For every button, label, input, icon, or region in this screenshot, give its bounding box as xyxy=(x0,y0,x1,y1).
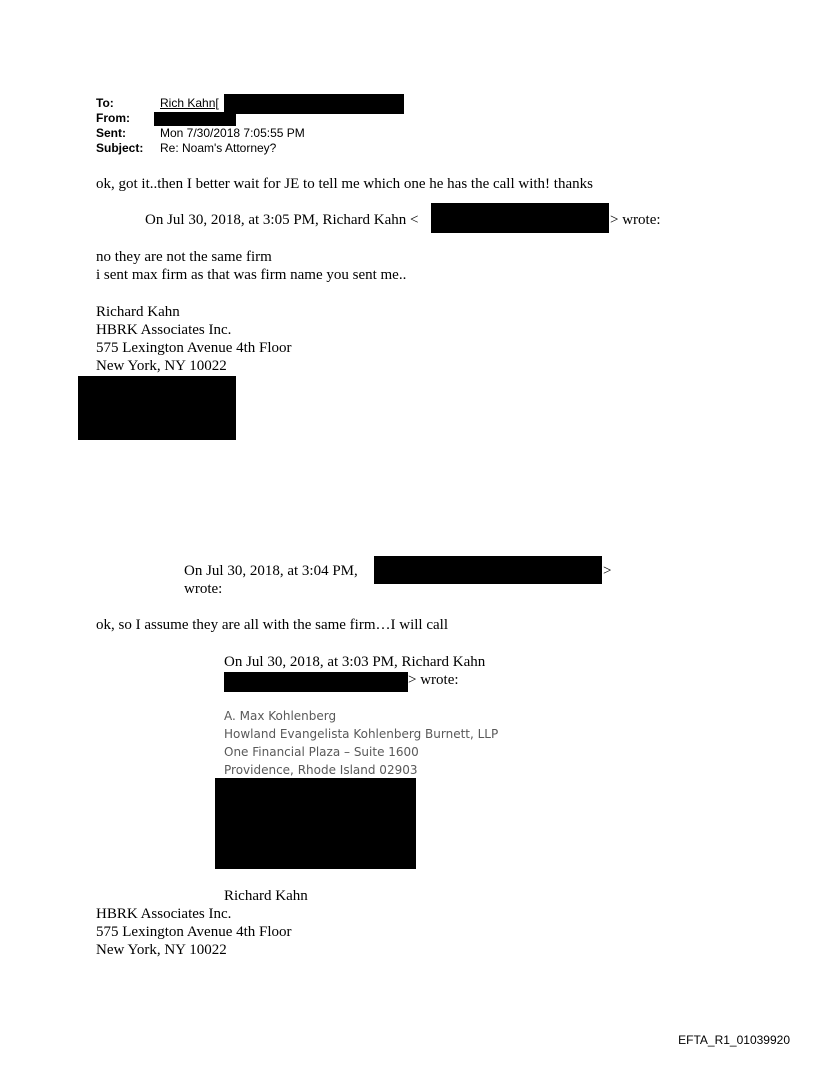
signature-1-line: HBRK Associates Inc. xyxy=(96,322,232,338)
message-text-2-line1: no they are not the same firm xyxy=(96,249,272,265)
redaction-quote3-email xyxy=(224,672,408,692)
signature-1-line: 575 Lexington Avenue 4th Floor xyxy=(96,340,292,356)
to-value: Rich Kahn[ xyxy=(160,96,219,110)
attorney-contact xyxy=(224,707,498,779)
redaction-to-email xyxy=(224,94,404,114)
attorney-line: Howland Evangelista Kohlenberg Burnett, LLP xyxy=(224,727,499,741)
quote-header-2-prefix: On Jul 30, 2018, at 3:04 PM, xyxy=(184,563,358,579)
redaction-quote2-sender xyxy=(374,556,602,584)
quote-header-3-line2-suffix: > wrote: xyxy=(408,672,459,688)
signature-2-line: New York, NY 10022 xyxy=(96,942,227,958)
sent-label: Sent: xyxy=(96,126,126,140)
signature-1 xyxy=(96,303,292,375)
signature-2 xyxy=(96,905,292,959)
signature-1-line: Richard Kahn xyxy=(96,304,180,320)
attorney-line: One Financial Plaza – Suite 1600 xyxy=(224,745,419,759)
redaction-quote1-email xyxy=(431,203,609,233)
quote-header-2-line2: wrote: xyxy=(184,581,223,597)
attorney-line: Providence, Rhode Island 02903 xyxy=(224,763,418,777)
redaction-from xyxy=(154,112,236,126)
quote-header-2-suffix: > xyxy=(603,563,612,579)
document-id: EFTA_R1_01039920 xyxy=(678,1033,790,1047)
attorney-line: A. Max Kohlenberg xyxy=(224,709,337,723)
to-label: To: xyxy=(96,96,114,110)
signature-1-line: New York, NY 10022 xyxy=(96,358,227,374)
redaction-signature-1 xyxy=(78,376,236,440)
signature-2-name: Richard Kahn xyxy=(224,888,308,904)
quote-header-3-line1: On Jul 30, 2018, at 3:03 PM, Richard Kahn xyxy=(224,654,486,670)
subject-value: Re: Noam's Attorney? xyxy=(160,141,277,155)
quote-header-1-suffix: > wrote: xyxy=(610,212,661,228)
from-label: From: xyxy=(96,111,130,125)
message-text-1: ok, got it..then I better wait for JE to tell me which one he has the call with! thanks xyxy=(96,176,593,192)
quote-header-1-prefix: On Jul 30, 2018, at 3:05 PM, Richard Kahn < xyxy=(145,212,419,228)
redaction-attorney-contact xyxy=(215,778,416,869)
message-text-2-line2: i sent max firm as that was firm name you sent me.. xyxy=(96,267,407,283)
sent-value: Mon 7/30/2018 7:05:55 PM xyxy=(160,126,305,140)
quote-header-1 xyxy=(145,211,418,229)
message-text-3: ok, so I assume they are all with the same firm…I will call xyxy=(96,617,448,633)
subject-label: Subject: xyxy=(96,141,144,155)
signature-2-line: 575 Lexington Avenue 4th Floor xyxy=(96,924,292,940)
signature-2-line: HBRK Associates Inc. xyxy=(96,906,232,922)
